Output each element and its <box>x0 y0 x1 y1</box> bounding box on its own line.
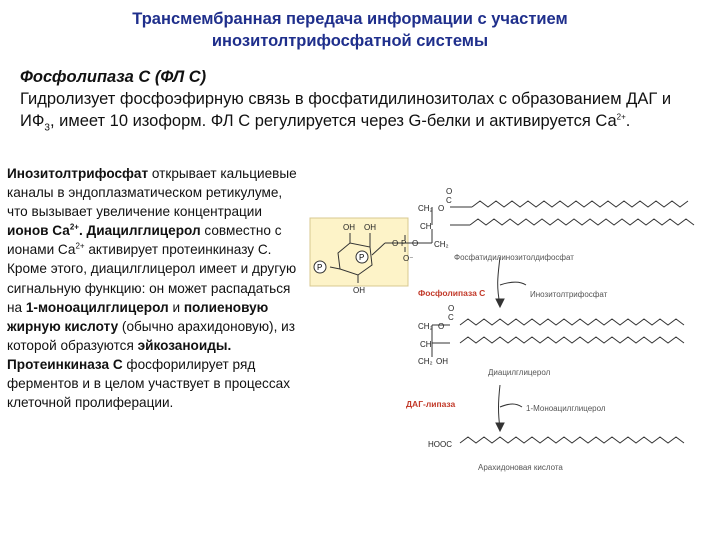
enzyme-dag-lipase: ДАГ-липаза <box>406 399 456 409</box>
term-dag: . Диацилглицерол <box>78 223 201 239</box>
product-ip3: Инозитолтрифосфат <box>530 290 608 299</box>
dag-c: C <box>448 313 454 322</box>
body-text-6: активирует протеинкиназу С. Кроме этого, диацилглицерол имеет и другую сигнальную функцию: он может распадаться на <box>7 242 297 315</box>
term-pufa: полиеновую жирную кислоту <box>7 299 269 334</box>
body-paragraph <box>7 164 299 412</box>
term-ca-ions: ионов Са <box>7 223 70 239</box>
body-text-8: и <box>168 299 184 315</box>
dag-name: Диацилглицерол <box>488 368 551 377</box>
dag-o-dbl: O <box>448 304 455 313</box>
substrate-ch: CH <box>420 222 432 231</box>
o-link-label: O <box>392 239 399 248</box>
acid-hooc: HOOC <box>428 440 452 449</box>
arrow-step-2 <box>499 385 501 429</box>
dag-chain-2 <box>460 337 684 343</box>
term-ca-sup: 2+ <box>69 222 79 232</box>
title-line-1: Трансмембранная передача информации с участием <box>132 10 568 28</box>
intro-heading: Фосфолипаза С (ФЛ С) <box>20 68 207 86</box>
dag-ch: CH <box>420 340 432 349</box>
term-ip3: Инозитолтрифосфат <box>7 166 149 181</box>
oh-label-2: OH <box>364 223 376 232</box>
substrate-o-dbl: O <box>446 187 453 196</box>
p-link-label: P <box>401 239 407 248</box>
dag-oh: OH <box>436 357 448 366</box>
substrate-c: C <box>446 196 452 205</box>
intro-sup: 2+ <box>616 112 626 122</box>
product-mag: 1-Моноацилглицерол <box>526 404 606 413</box>
slide-title <box>90 8 610 52</box>
body-text-5: совместно с ионами Са <box>7 223 282 258</box>
intro-text-b: , имеет 10 изоформ. ФЛ С регулируется через G-белки и активируется Са <box>49 112 617 130</box>
body-text-10: (обычно арахидоновую), из которой образуются <box>7 318 295 353</box>
dag-o: O <box>438 322 445 331</box>
dag-ch2: CH₂ <box>418 322 433 331</box>
substrate-o: O <box>438 204 445 213</box>
oh-label-3: OH <box>353 286 365 295</box>
substrate-ch2: CH₂ <box>418 204 433 213</box>
intro-text <box>20 88 700 132</box>
substrate-ch2b: CH₂ <box>434 240 449 249</box>
term-pkc: Протеинкиназа С <box>7 356 123 372</box>
phosphate-left <box>314 261 326 273</box>
body-sup-5: 2+ <box>75 241 85 251</box>
term-eicosanoids: эйкозаноиды. <box>137 337 232 353</box>
body-text-2: открывает кальциевые каналы в эндоплазматическом ретикулуме, что вызывает увеличение концентрации <box>7 166 297 220</box>
p-mid-label: P <box>359 253 365 262</box>
acid-name: Арахидоновая кислота <box>478 463 563 472</box>
dag-chain-1 <box>460 319 684 325</box>
intro-block <box>20 66 700 132</box>
substrate-name: Фосфатидилинозитолдифосфат <box>454 253 574 262</box>
intro-text-c: . <box>625 112 631 130</box>
reaction-diagram <box>300 185 710 480</box>
o-link2-label: O <box>412 239 419 248</box>
phosphate-mid <box>356 251 368 263</box>
fatty-chain-2 <box>470 219 694 225</box>
intro-text-a: Гидролизует фосфоэфирную связь в фосфатидилинозитолах с образованием ДАГ и ИФ <box>20 90 672 130</box>
acid-chain <box>460 437 684 443</box>
intro-sub: 3 <box>44 122 50 134</box>
title-line-2: инозитолтрифосфатной системы <box>211 32 489 50</box>
body-text-14: фосфорилирует ряд ферментов и в целом участвует в процессах клеточной пролиферации. <box>7 356 290 411</box>
term-mag: 1-моноацилглицерол <box>25 299 169 315</box>
enzyme-plc: Фосфолипаза С <box>418 288 486 298</box>
oh-label-1: OH <box>343 223 355 232</box>
o-minus-label: O⁻ <box>403 254 414 263</box>
p-left-label: P <box>317 263 323 272</box>
dag-ch2b: CH₂ <box>418 357 433 366</box>
arrow-step-1 <box>498 257 500 305</box>
fatty-chain-1 <box>472 201 688 207</box>
